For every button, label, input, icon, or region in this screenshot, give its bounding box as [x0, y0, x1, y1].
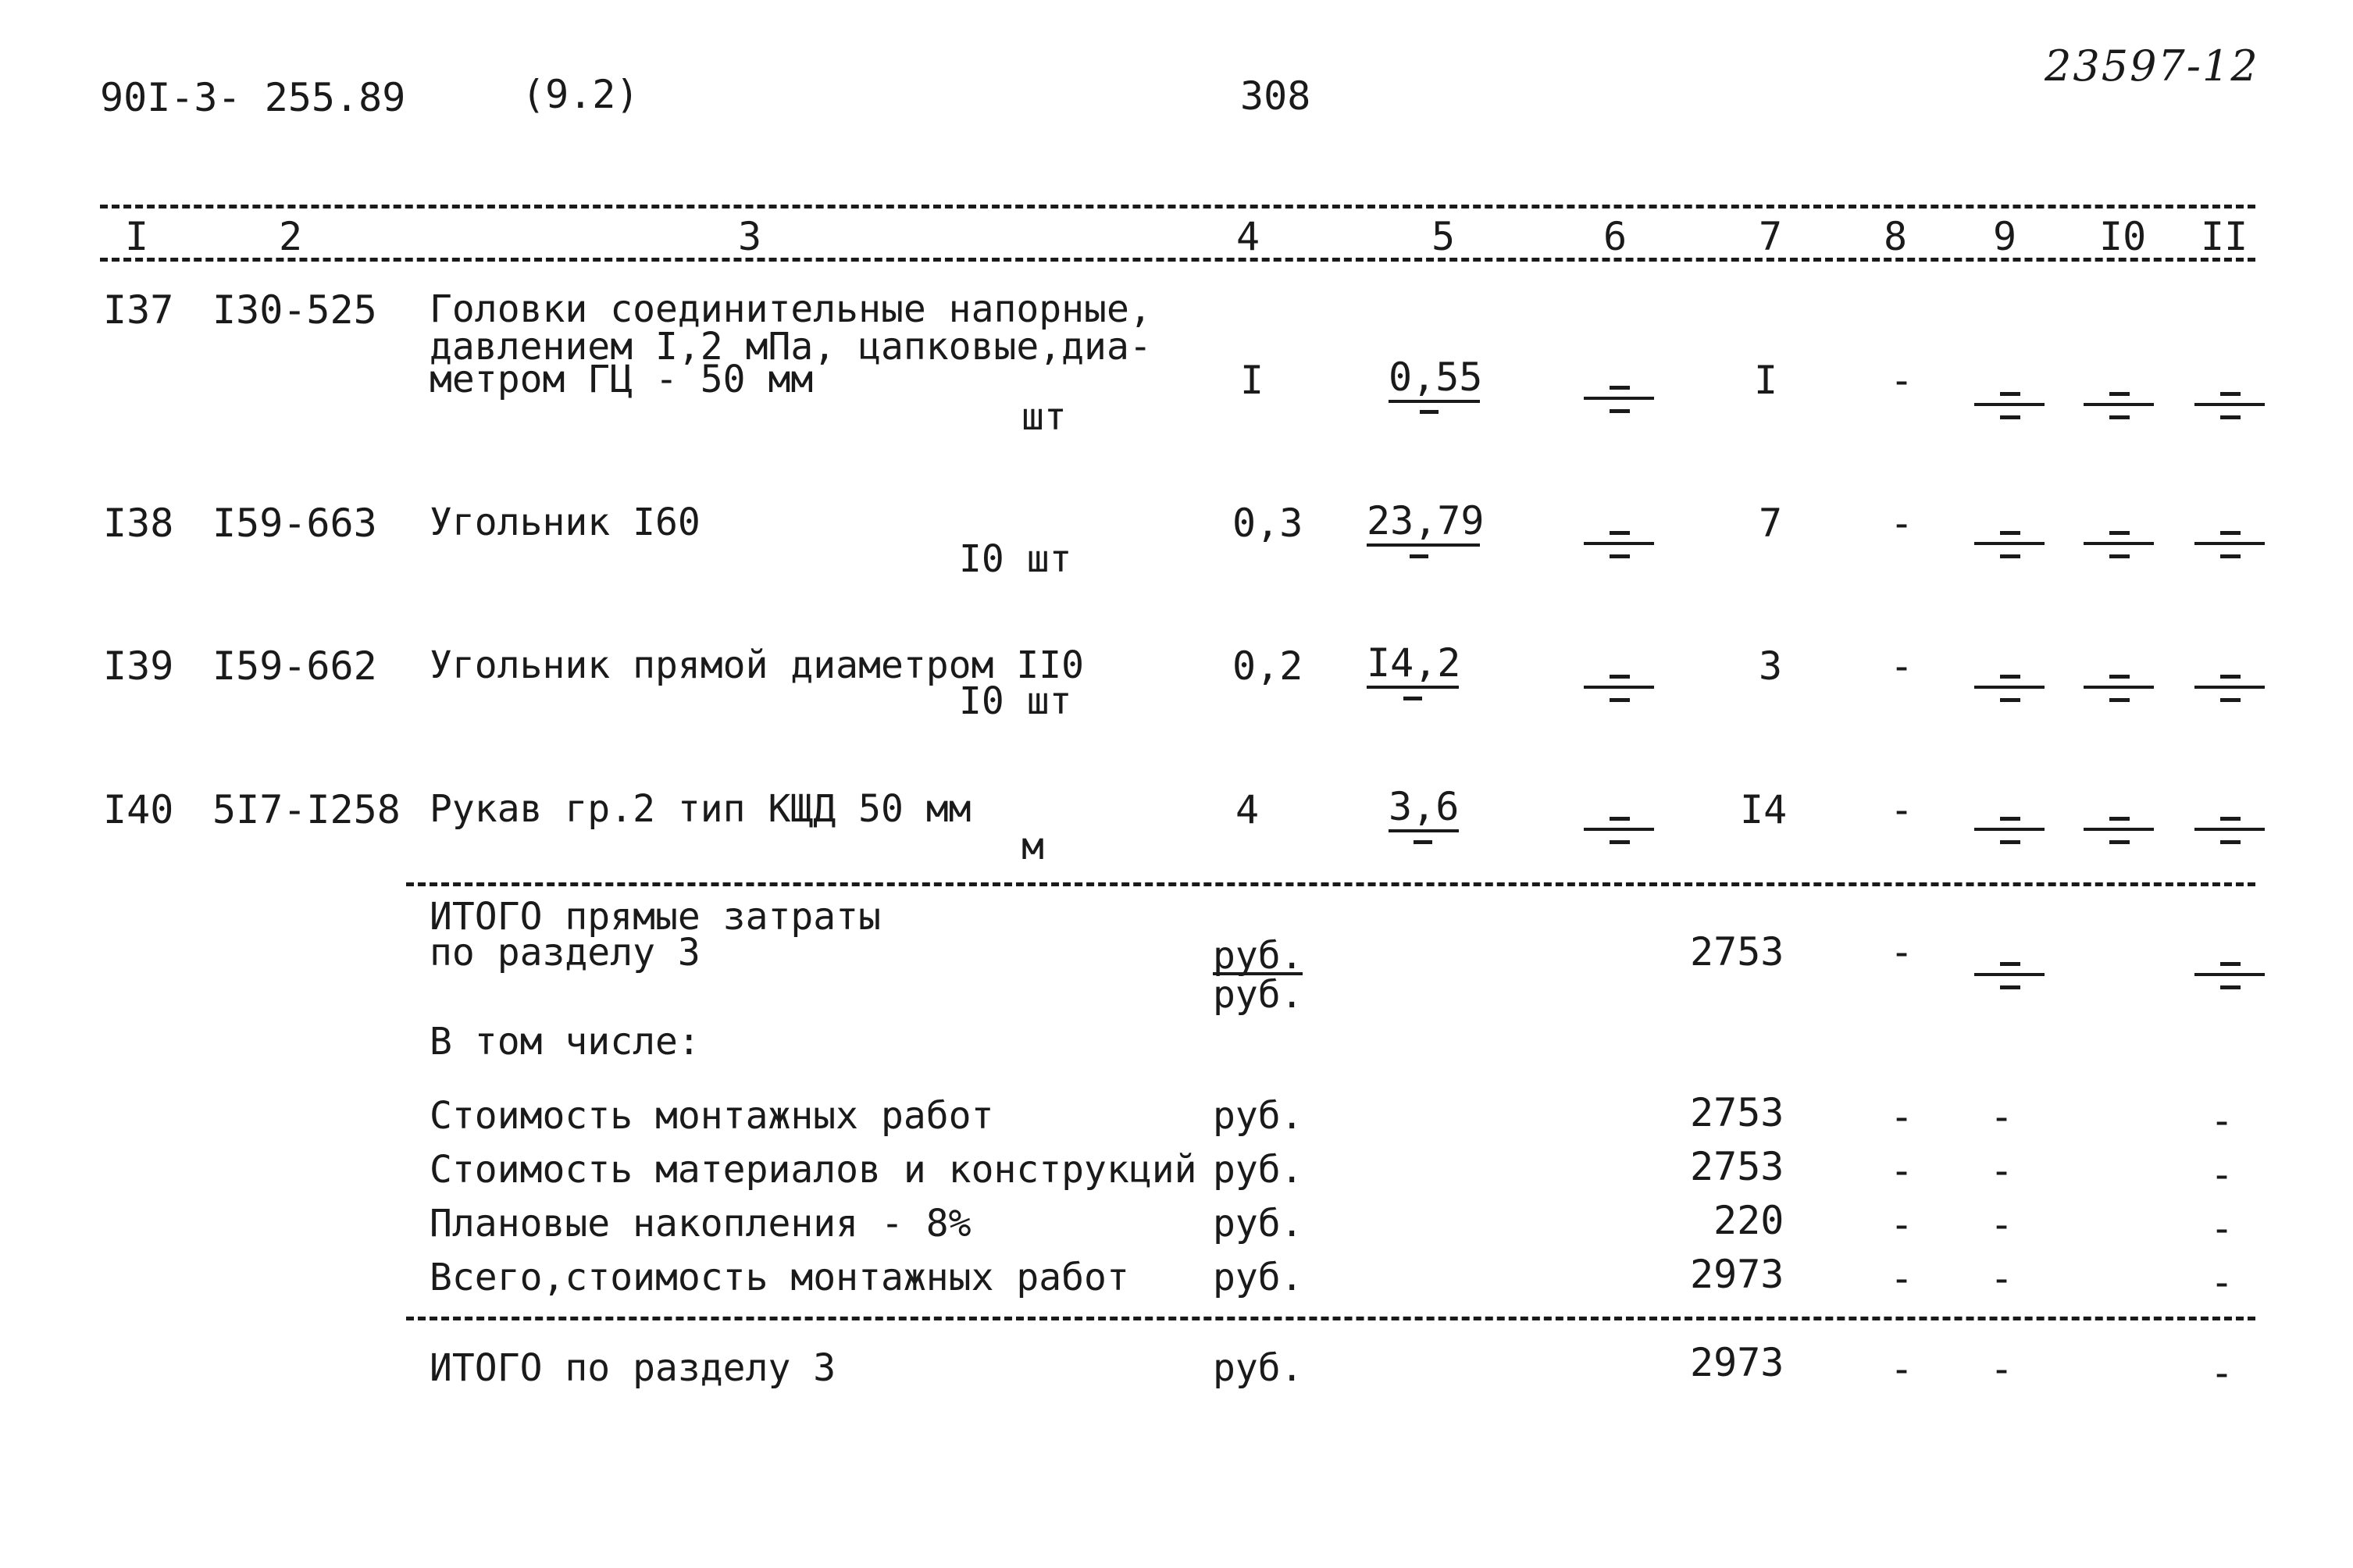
row-number: I40: [103, 787, 174, 832]
unit-price: 3,6: [1389, 784, 1460, 829]
price-underline: [1389, 829, 1459, 832]
row-number: I39: [103, 643, 174, 689]
divided-dash: [2194, 817, 2265, 848]
column-header-8: 8: [1884, 214, 1908, 259]
column-7-value: I: [1754, 358, 1778, 403]
price-underline: [1389, 400, 1480, 403]
quantity: I: [1240, 358, 1264, 403]
cost-line-value: 2973: [1690, 1252, 1784, 1297]
cost-line-unit: руб.: [1213, 1202, 1303, 1245]
column-8-value: -: [1890, 501, 1914, 546]
cost-line-value: 220: [1713, 1198, 1784, 1243]
item-description: Угольник I60: [430, 501, 701, 544]
section-total-column-9: -: [1990, 1346, 2014, 1392]
divided-dash: [1584, 386, 1654, 417]
unit-price: 23,79: [1367, 498, 1485, 543]
cost-line-column-11: -: [2210, 1152, 2234, 1197]
price-dash: [1410, 554, 1428, 558]
quantity: 4: [1235, 787, 1260, 832]
column-header-10: I0: [2099, 214, 2147, 259]
divided-dash: [2194, 531, 2265, 562]
row-number: I38: [103, 501, 174, 546]
section-total-unit: руб.: [1213, 1346, 1303, 1390]
price-underline: [1367, 686, 1459, 689]
handwritten-stamp: 23597-12: [2045, 41, 2259, 91]
column-7-value: 7: [1759, 501, 1783, 546]
header-top-rule: [100, 205, 2255, 208]
column-header-6: 6: [1603, 214, 1627, 259]
divided-dash: [1974, 817, 2045, 848]
quantity: 0,3: [1232, 501, 1303, 546]
item-description: Рукав гр.2 тип КЩД 50 мм: [430, 787, 972, 831]
direct-costs-unit: руб.: [1213, 934, 1303, 978]
divided-dash: [1584, 675, 1654, 706]
price-code: I59-662: [212, 643, 377, 689]
column-header-3: 3: [738, 214, 762, 259]
unit-of-measure: I0 шт: [959, 537, 1072, 581]
column-8-value: -: [1890, 643, 1914, 689]
column-7-value: 3: [1759, 643, 1783, 689]
cost-line-column-8: -: [1890, 1148, 1914, 1193]
divided-dash: [2084, 531, 2154, 562]
divided-dash: [2084, 675, 2154, 706]
column-header-7: 7: [1759, 214, 1783, 259]
cost-line-column-8: -: [1890, 1094, 1914, 1139]
direct-costs-value: 2753: [1690, 929, 1784, 975]
cost-line-label: Плановые накопления - 8%: [430, 1202, 972, 1245]
direct-costs-label: ИТОГО прямые затраты: [430, 895, 881, 939]
page-number: 308: [1240, 73, 1311, 119]
price-code: I30-525: [212, 287, 377, 333]
divided-dash: [1974, 531, 2045, 562]
quantity: 0,2: [1232, 643, 1303, 689]
cost-line-unit: руб.: [1213, 1148, 1303, 1192]
totals-top-rule: [406, 882, 2255, 886]
price-underline: [1367, 543, 1480, 547]
cost-line-label: Стоимость материалов и конструкций: [430, 1148, 1197, 1192]
unit-price: I4,2: [1367, 640, 1461, 686]
divided-dash: [2194, 675, 2265, 706]
unit-of-measure: шт: [1021, 395, 1067, 439]
row-number: I37: [103, 287, 174, 333]
item-description: Угольник прямой диаметром II0: [430, 643, 1085, 687]
cost-line-value: 2753: [1690, 1144, 1784, 1189]
price-code: 5I7-I258: [212, 787, 401, 832]
cost-line-column-11: -: [2210, 1206, 2234, 1251]
cost-line-column-11: -: [2210, 1098, 2234, 1143]
column-header-2: 2: [279, 214, 303, 259]
column-header-5: 5: [1431, 214, 1456, 259]
cost-line-unit: руб.: [1213, 1256, 1303, 1299]
column-header-9: 9: [1993, 214, 2017, 259]
divided-dash: [1974, 392, 2045, 423]
document-code: 90I-3- 255.89: [100, 75, 406, 120]
cost-line-value: 2753: [1690, 1090, 1784, 1135]
item-description: давлением I,2 мПа, цапковые,диа-: [430, 325, 1152, 369]
item-description: Головки соединительные напорные,: [430, 287, 1152, 331]
divided-dash: [1974, 962, 2045, 993]
column-header-4: 4: [1236, 214, 1260, 259]
cost-line-column-8: -: [1890, 1202, 1914, 1247]
cost-line-column-9: -: [1990, 1148, 2014, 1193]
direct-costs-unit: руб.: [1213, 973, 1303, 1017]
direct-costs-column-8: -: [1890, 929, 1914, 975]
section-total-rule: [406, 1317, 2255, 1320]
unit-price: 0,55: [1389, 355, 1483, 400]
divided-dash: [2084, 817, 2154, 848]
cost-line-column-9: -: [1990, 1256, 2014, 1301]
cost-line-column-11: -: [2210, 1260, 2234, 1305]
section-code: (9.2): [522, 72, 640, 117]
price-code: I59-663: [212, 501, 377, 546]
column-header-1: I: [125, 214, 149, 259]
cost-line-label: Стоимость монтажных работ: [430, 1094, 994, 1138]
column-8-value: -: [1890, 358, 1914, 403]
section-total-value: 2973: [1690, 1340, 1784, 1385]
price-dash: [1403, 697, 1422, 700]
cost-line-column-8: -: [1890, 1256, 1914, 1301]
cost-line-column-9: -: [1990, 1094, 2014, 1139]
section-total-label: ИТОГО по разделу 3: [430, 1346, 836, 1390]
divided-dash: [2084, 392, 2154, 423]
section-total-column-11: -: [2210, 1350, 2234, 1395]
cost-line-label: Всего,стоимость монтажных работ: [430, 1256, 1129, 1299]
cost-line-unit: руб.: [1213, 1094, 1303, 1138]
column-7-value: I4: [1740, 787, 1788, 832]
section-total-column-8: -: [1890, 1346, 1914, 1392]
price-dash: [1420, 410, 1439, 414]
divided-dash: [1584, 531, 1654, 562]
column-8-value: -: [1890, 787, 1914, 832]
divided-dash: [2194, 962, 2265, 993]
divided-dash: [1974, 675, 2045, 706]
price-dash: [1414, 840, 1432, 844]
unit-of-measure: м: [1021, 825, 1044, 868]
divided-dash: [2194, 392, 2265, 423]
column-header-11: II: [2201, 214, 2248, 259]
cost-line-column-9: -: [1990, 1202, 2014, 1247]
divided-dash: [1584, 817, 1654, 848]
direct-costs-label: по разделу 3: [430, 931, 701, 975]
including-heading: В том числе:: [430, 1020, 701, 1064]
item-description: метром ГЦ - 50 мм: [430, 358, 814, 401]
unit-of-measure: I0 шт: [959, 679, 1072, 723]
header-bottom-rule: [100, 258, 2255, 262]
